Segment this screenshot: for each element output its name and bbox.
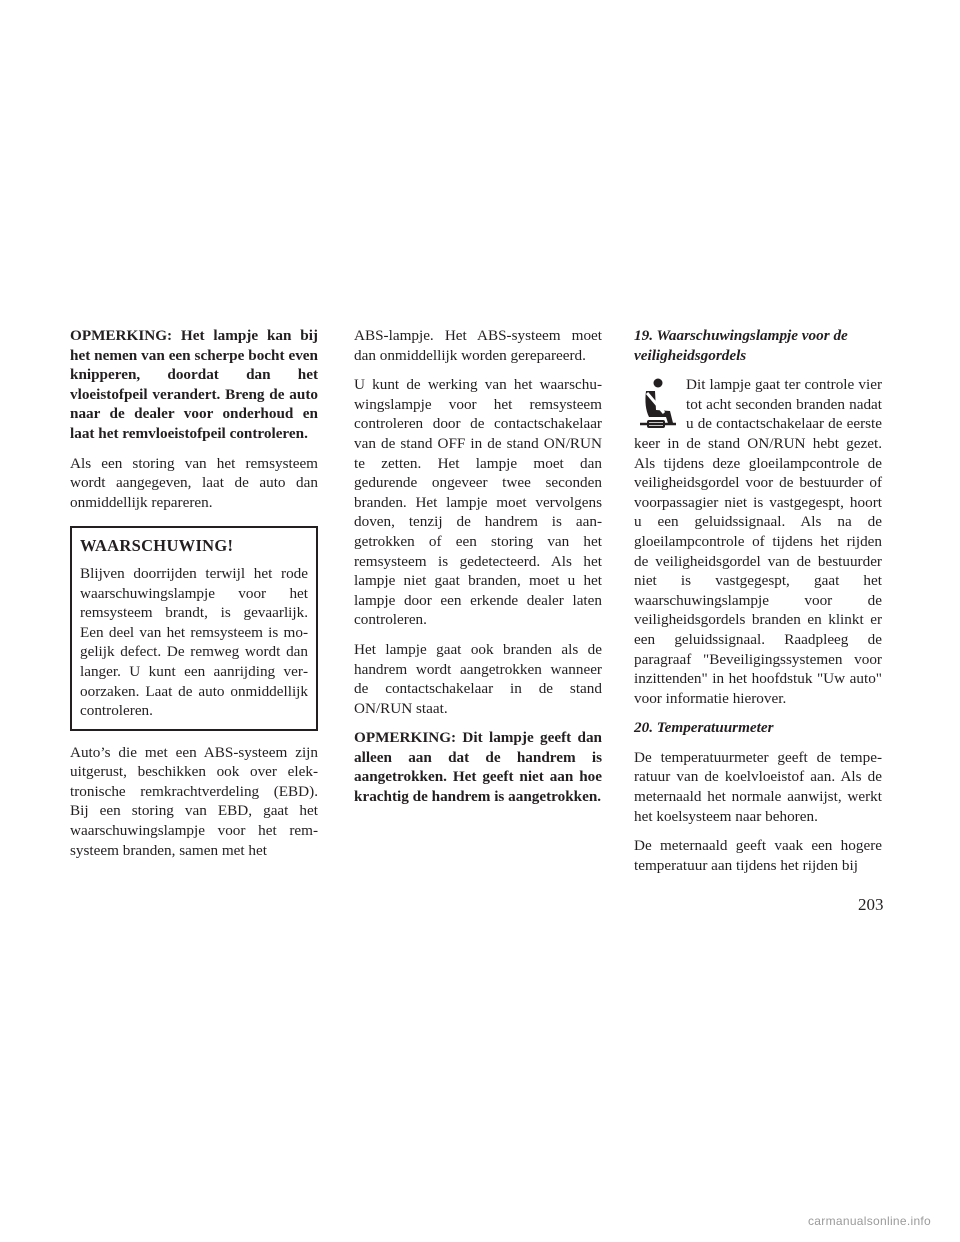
note-remvloeistof: OPMERKING: Het lampje kan bij het nemen van een scherpe bocht even knipperen, doordat dan het vloeistofpeil verandert. Breng de auto naar de dealer voor onderhoud en laat het remvloeistofpeil controleren. <box>70 327 318 442</box>
paragraph-handrem: Het lampje gaat ook branden als de handrem wordt aangetrokken wanneer de contactschakelaar in de stand ON/RUN staat. <box>354 640 602 717</box>
paragraph-abs: ABS-lampje. Het ABS-systeem moet dan onmiddellijk worden gerepareerd. <box>354 327 602 364</box>
heading-veiligheidsgordels: 19. Waarschuwingslampje voor de veiligheidsgordels <box>634 327 848 364</box>
warning-box <box>70 526 318 730</box>
column-middle <box>354 326 602 817</box>
heading-temperatuurmeter: 20. Temperatuurmeter <box>634 719 774 737</box>
paragraph-gordel: Dit lampje gaat ter controle vier tot acht seconden branden nadat u de contactschakelaar de eerste keer in de stand ON/RUN hebt gezet. Als tijdens deze gloeilampcontrole de veiligheidsgordel voor de bestuurder of voorpassagier niet is vastgegespt, hoort u een geluidssignaal. Als na de gloeilampcontrole of tijdens het rijden de veiligheidsgordel van de bestuurder niet is vastgegespt, gaat het waarschuwingslampje voor de veiligheidsgordels branden en klinkt er een geluidssignaal. Raadpleeg de paragraaf "Beveiligingssystemen voor inzittenden" in het hoofdstuk "Uw auto" voor informatie hierover. <box>634 376 882 707</box>
paragraph-meternaald: De meternaald geeft vaak een hogere temperatuur aan tijdens het rijden bij <box>634 837 882 874</box>
column-right <box>634 326 882 885</box>
paragraph-ebd: Auto’s die met een ABS-systeem zijn uitgerust, beschikken ook over elektronische remkrachtverdeling (EBD). Bij een storing van EBD, gaat het waarschuwingslampje voor het remsysteem branden, samen met het <box>70 743 318 859</box>
paragraph-controle: U kunt de werking van het waarschuwingslampje voor het remsysteem controleren door de contactschakelaar van de stand OFF in de stand ON/RUN te zetten. Het lampje moet dan gedurende ongeveer twee seconden branden. Het lampje moet vervolgens doven, tenzij de handrem is aangetrokken of een storing van het remsysteem is gedetecteerd. Als het lampje niet gaat branden, moet u het lampje door een erkende dealer laten controleren. <box>354 376 602 629</box>
page-number: 203 <box>858 895 884 914</box>
paragraph-temperatuur: De temperatuurmeter geeft de temperatuur van de koelvloeistof aan. Als de meternaald het normale aanwijst, werkt het koelsysteem naar behoren. <box>634 748 882 825</box>
warning-title: WAARSCHUWING! <box>80 536 234 556</box>
warning-body: Blijven doorrijden terwijl het rode waarschuwingslampje voor het remsysteem brandt, is gevaarlijk. Een deel van het remsysteem is mogelijk defect. De remweg wordt dan langer. U kunt een aanrijding veroorzaken. Laat de auto onmiddellijk controleren. <box>80 564 308 720</box>
column-left <box>70 326 318 870</box>
note-handrem: OPMERKING: Dit lampje geeft dan alleen aan dat de handrem is aangetrokken. Het geeft niet aan hoe krachtig de handrem is aangetrokken. <box>354 729 602 806</box>
paragraph-storing: Als een storing van het remsysteem wordt aangegeven, laat de auto dan onmiddellijk repareren. <box>70 454 318 511</box>
seatbelt-icon <box>634 377 680 429</box>
watermark: carmanualsonline.info <box>808 1214 932 1228</box>
